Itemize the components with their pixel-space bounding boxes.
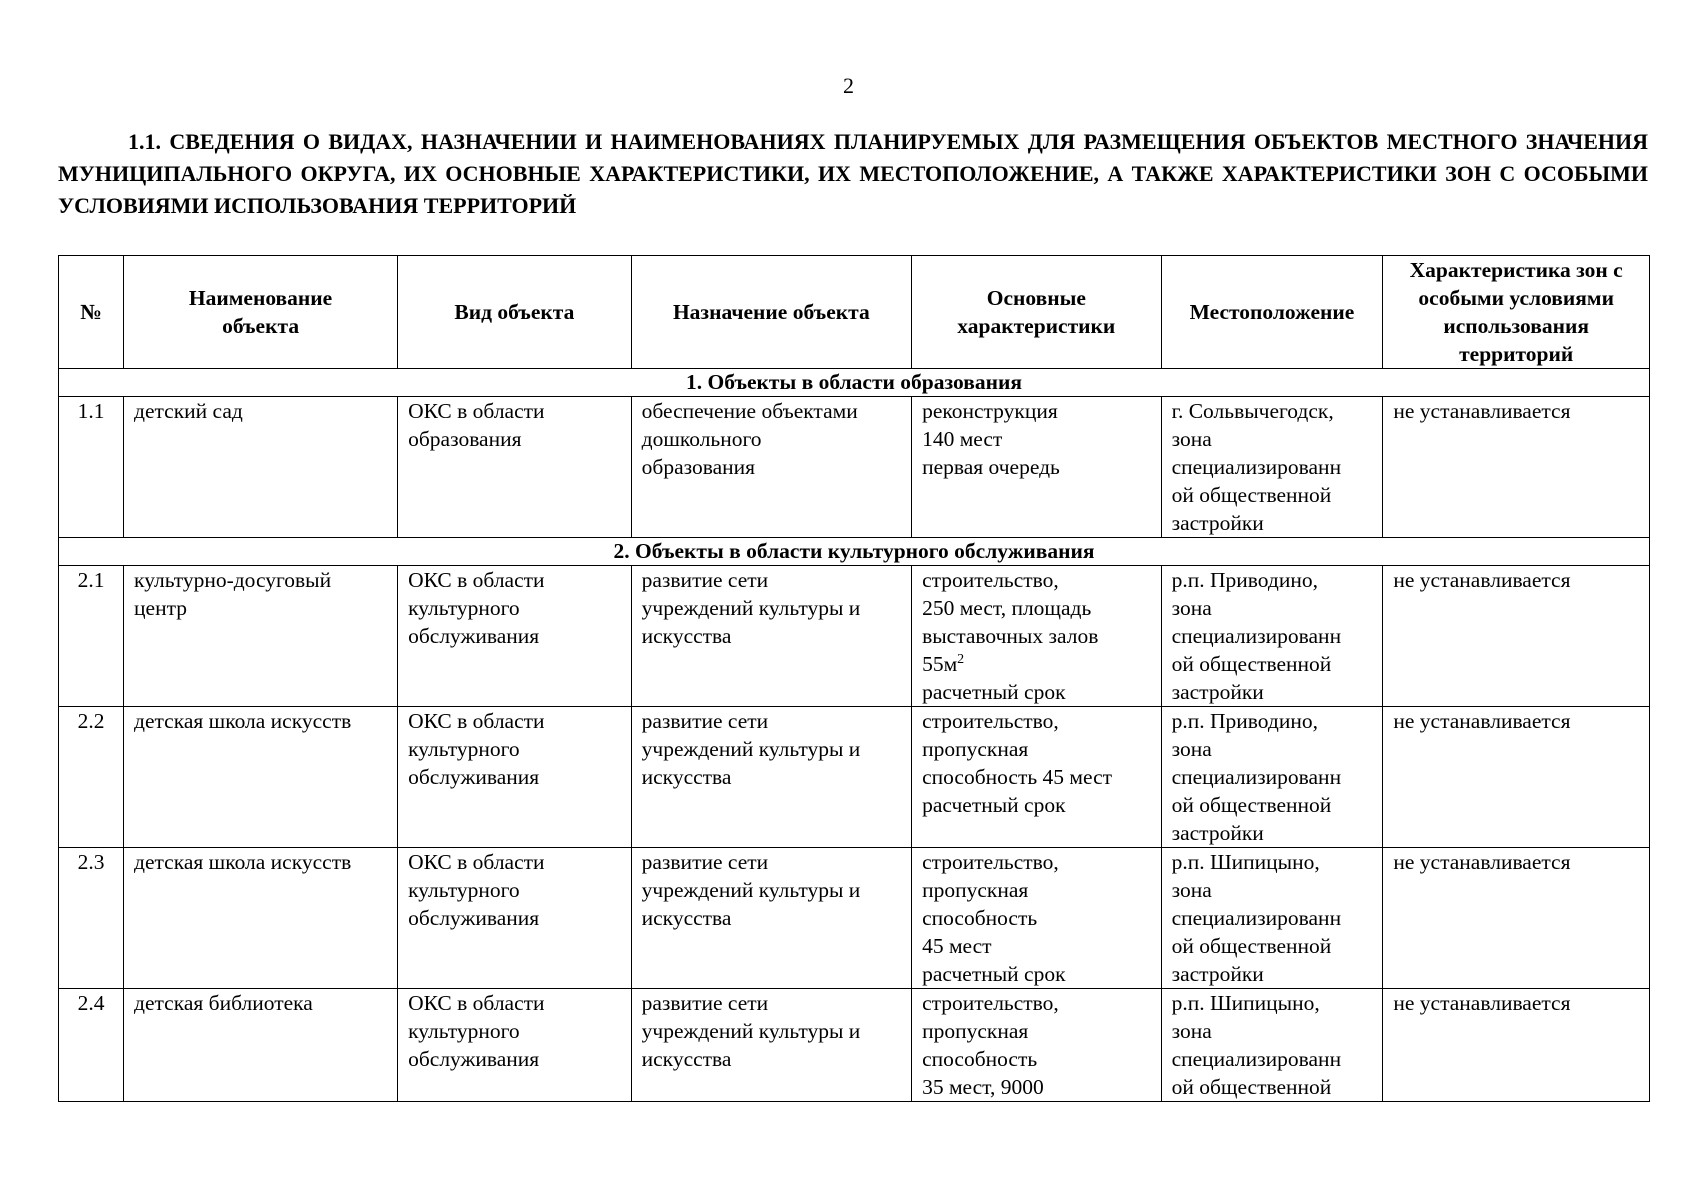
cell-line: зона [1171,1019,1212,1043]
cell-col-location [1161,989,1383,1102]
page-number: 2 [843,73,854,98]
cell-line: расчетный срок [922,962,1066,986]
cell-line: Основные [986,286,1086,310]
cell-line: ой общественной [1171,483,1332,507]
cell-line: ОКС в области [408,709,545,733]
cell-line: ОКС в области [408,399,545,423]
cell-line: выставочных залов [922,624,1099,648]
cell-line: учреждений культуры и [641,737,861,761]
cell-line: 250 мест, площадь [922,596,1092,620]
cell-line: расчетный срок [922,793,1066,817]
cell-line: ой общественной [1171,793,1332,817]
cell-col-location [1161,848,1383,989]
cell-line: пропускная [922,878,1029,902]
cell-line: 1.1 [77,399,105,423]
cell-line: р.п. Шипицыно, [1171,850,1320,874]
cell-line: строительство, [922,568,1059,592]
cell-line: р.п. Шипицыно, [1171,991,1320,1015]
cell-line: застройки [1171,680,1264,704]
cell-col-name [124,989,398,1102]
cell-col-type [398,848,632,989]
cell-line: использования [1443,314,1590,338]
cell-line: обслуживания [408,765,540,789]
cell-line: Вид объекта [454,300,575,324]
cell-col-characteristics [912,707,1162,848]
header-col-zone [1383,256,1650,369]
cell-col-type [398,397,632,538]
cell-col-zone [1383,707,1650,848]
cell-line: культурного [408,1019,520,1043]
cell-col-zone [1383,397,1650,538]
cell-col-purpose [631,848,911,989]
cell-line: 2.4 [77,991,105,1015]
cell-col-name [124,707,398,848]
cell-col-number [59,848,124,989]
cell-line: р.п. Приводино, [1171,709,1318,733]
cell-line: первая очередь [922,455,1060,479]
cell-col-purpose [631,397,911,538]
cell-line: ой общественной [1171,652,1332,676]
cell-line: ОКС в области [408,850,545,874]
cell-col-number [59,989,124,1102]
cell-line: характеристики [957,314,1116,338]
cell-line: дошкольного [641,427,762,451]
cell-col-characteristics [912,397,1162,538]
cell-line: не устанавливается [1393,991,1571,1015]
section-title: 2. Объекты в области культурного обслуживания [59,538,1650,566]
cell-line: специализированн [1171,765,1342,789]
section-heading: 1.1. СВЕДЕНИЯ О ВИДАХ, НАЗНАЧЕНИИ И НАИМЕНОВАНИЯХ ПЛАНИРУЕМЫХ ДЛЯ РАЗМЕЩЕНИЯ ОБЪЕКТОВ МЕСТНОГО ЗНАЧЕНИЯ МУНИЦИПАЛЬНОГО ОКРУГА, ИХ ОСНОВНЫЕ ХАРАКТЕРИСТИКИ, ИХ МЕСТОПОЛОЖЕНИЕ, А ТАКЖЕ ХАРАКТЕРИСТИКИ ЗОН С ОСОБЫМИ УСЛОВИЯМИ ИСПОЛЬЗОВАНИЯ ТЕРРИТОРИЙ [58,129,1648,218]
cell-line: пропускная [922,1019,1029,1043]
cell-line: специализированн [1171,906,1342,930]
cell-line: 45 мест [922,934,992,958]
cell-line: центр [134,596,188,620]
cell-col-purpose [631,566,911,707]
cell-line: строительство, [922,991,1059,1015]
cell-line: 2.2 [77,709,105,733]
cell-line: застройки [1171,511,1264,535]
header-col-number [59,256,124,369]
table-row [59,848,1650,989]
cell-line: зона [1171,427,1212,451]
cell-line: культурного [408,878,520,902]
cell-col-type [398,707,632,848]
cell-line: Наименование [188,286,333,310]
cell-line: культурно-досуговый [134,568,332,592]
cell-line: 2.1 [77,568,105,592]
cell-line: специализированн [1171,1047,1342,1071]
cell-line: обслуживания [408,906,540,930]
cell-line: образования [408,427,522,451]
cell-line: детская библиотека [134,991,313,1015]
planned-objects-table [58,255,1650,1102]
cell-line: $55м^2$ [922,651,965,676]
cell-line: пропускная [922,737,1029,761]
cell-line: культурного [408,596,520,620]
cell-col-number [59,566,124,707]
cell-line: 140 мест [922,427,1003,451]
cell-col-location [1161,566,1383,707]
cell-col-type [398,989,632,1102]
cell-line: не устанавливается [1393,568,1571,592]
cell-line: особыми условиями [1418,286,1614,310]
header-col-name [124,256,398,369]
cell-col-zone [1383,848,1650,989]
cell-line: обслуживания [408,1047,540,1071]
cell-line: детский сад [134,399,243,423]
cell-col-location [1161,397,1383,538]
cell-line: застройки [1171,962,1264,986]
table-row [59,989,1650,1102]
cell-line: зона [1171,596,1212,620]
cell-line: искусства [641,624,732,648]
cell-line: специализированн [1171,455,1342,479]
cell-line: специализированн [1171,624,1342,648]
cell-line: искусства [641,1047,732,1071]
header-col-characteristics [912,256,1162,369]
table-header-row [59,256,1650,369]
cell-line: ой общественной [1171,934,1332,958]
cell-col-location [1161,707,1383,848]
cell-col-zone [1383,566,1650,707]
cell-line: р.п. Приводино, [1171,568,1318,592]
cell-line: территорий [1459,342,1574,366]
cell-line: Местоположение [1189,300,1355,324]
cell-line: 35 мест, 9000 [922,1075,1044,1099]
cell-line: способность [922,1047,1038,1071]
table-row [59,707,1650,848]
cell-line: учреждений культуры и [641,878,861,902]
cell-line: не устанавливается [1393,850,1571,874]
cell-col-characteristics [912,848,1162,989]
section-row [59,538,1650,566]
cell-line: застройки [1171,821,1264,845]
cell-line: развитие сети [641,568,769,592]
cell-line: детская школа искусств [134,709,352,733]
cell-col-zone [1383,989,1650,1102]
cell-line: культурного [408,737,520,761]
header-col-location [1161,256,1383,369]
cell-col-characteristics [912,566,1162,707]
table-row [59,566,1650,707]
section-title: 1. Объекты в области образования [59,369,1650,397]
cell-line: обеспечение объектами [641,399,858,423]
cell-line: строительство, [922,850,1059,874]
cell-line: развитие сети [641,709,769,733]
cell-line: реконструкция [922,399,1058,423]
cell-line: способность [922,906,1038,930]
cell-line: искусства [641,765,732,789]
cell-line: строительство, [922,709,1059,733]
cell-line: не устанавливается [1393,709,1571,733]
cell-line: способность 45 мест [922,765,1113,789]
cell-col-name [124,848,398,989]
cell-line: зона [1171,737,1212,761]
cell-line: учреждений культуры и [641,596,861,620]
cell-line: развитие сети [641,850,769,874]
cell-line: ой общественной [1171,1075,1332,1099]
header-col-purpose [631,256,911,369]
cell-col-purpose [631,707,911,848]
cell-line: ОКС в области [408,568,545,592]
cell-line: учреждений культуры и [641,1019,861,1043]
cell-line: № [80,300,102,324]
cell-line: зона [1171,878,1212,902]
cell-line: искусства [641,906,732,930]
cell-col-type [398,566,632,707]
cell-line: расчетный срок [922,680,1066,704]
section-row [59,369,1650,397]
cell-col-number [59,397,124,538]
cell-line: обслуживания [408,624,540,648]
cell-line: развитие сети [641,991,769,1015]
table-row [59,397,1650,538]
cell-col-number [59,707,124,848]
cell-col-characteristics [912,989,1162,1102]
header-col-type [398,256,632,369]
cell-line: Назначение объекта [672,300,870,324]
cell-line: Характеристика зон с [1409,258,1623,282]
cell-col-purpose [631,989,911,1102]
cell-col-name [124,566,398,707]
cell-line: объекта [222,314,300,338]
cell-line: образования [641,455,756,479]
cell-col-name [124,397,398,538]
cell-line: г. Сольвычегодск, [1171,399,1334,423]
cell-line: ОКС в области [408,991,545,1015]
cell-line: не устанавливается [1393,399,1571,423]
cell-line: детская школа искусств [134,850,352,874]
cell-line: 2.3 [77,850,105,874]
